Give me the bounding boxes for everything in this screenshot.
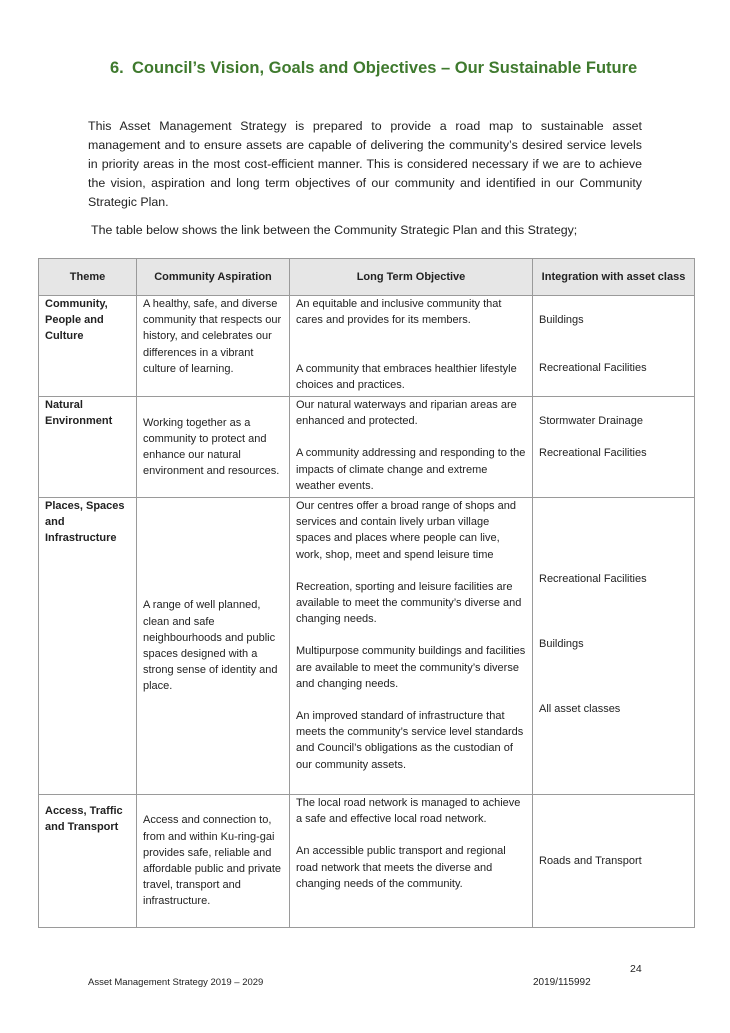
objective-text: Our natural waterways and riparian areas are enhanced and protected. (296, 399, 517, 428)
table-row (39, 795, 695, 928)
footer-reference-number: 2019/115992 (533, 977, 591, 988)
table-header-row (39, 259, 695, 296)
objective-cell (290, 498, 533, 795)
asset-class-cell: Roads and Transport (533, 795, 695, 928)
objective-cell (290, 397, 533, 498)
asset-class-text: Recreational Facilities (539, 573, 647, 585)
theme-cell: Places, Spaces and Infrastructure (39, 498, 137, 795)
header-theme: Theme (39, 259, 137, 296)
strategy-link-table (38, 258, 695, 928)
page-number: 24 (630, 963, 642, 975)
objective-cell (290, 296, 533, 397)
theme-cell: Access, Traffic and Transport (39, 795, 137, 928)
asset-class-text: Buildings (539, 314, 584, 326)
intro-paragraph: This Asset Management Strategy is prepared to provide a road map to sustainable asset management and to ensure assets are capable of delivering the community’s desired service levels in priority areas in the most cost-efficient manner. This is considered necessary if we are to achieve the vision, aspiration and long term objectives of our community and identified in our Community Strategic Plan. (88, 119, 642, 209)
objective-text: An accessible public transport and regional road network that meets the diverse and changing needs of the community. (296, 845, 506, 890)
header-long-term-objective: Long Term Objective (290, 259, 533, 296)
asset-class-text: Buildings (539, 638, 584, 651)
asset-class-text: All asset classes (539, 703, 621, 716)
objective-text: Recreation, sporting and leisure facilities are available to meet the community’s diverse and changing needs. (296, 580, 522, 626)
objective-text: An improved standard of infrastructure that meets the community’s service level standards and Council’s obligations as the custodian of our community assets. (296, 710, 524, 771)
section-title: Council’s Vision, Goals and Objectives – Our Sustainable Future (132, 59, 638, 77)
theme-cell: Natural Environment (39, 397, 137, 498)
objective-text: A community that embraces healthier lifestyle choices and practices. (296, 362, 517, 391)
header-community-aspiration: Community Aspiration (137, 259, 290, 296)
objective-text: The local road network is managed to achieve a safe and effective local road network. (296, 797, 521, 826)
table-row (39, 498, 695, 795)
section-heading (110, 58, 670, 78)
asset-class-cell (533, 498, 695, 795)
objective-text: Multipurpose community buildings and facilities are available to meet the community’s diverse and changing needs. (296, 645, 526, 690)
table-row (39, 296, 695, 397)
header-integration-asset-class: Integration with asset class (533, 259, 695, 296)
aspiration-cell: A healthy, safe, and diverse community that respects our history, and celebrates our differences in a vibrant culture of learning. (137, 296, 290, 397)
aspiration-cell: Access and connection to, from and within Ku-ring-gai provides safe, reliable and affordable public and private travel, transport and infrastructure. (137, 795, 290, 928)
objective-text: A community addressing and responding to the impacts of climate change and extreme weather events. (296, 447, 526, 492)
asset-class-cell (533, 397, 695, 498)
theme-cell: Community, People and Culture (39, 296, 137, 397)
footer-document-title: Asset Management Strategy 2019 – 2029 (88, 977, 264, 988)
objective-text: An equitable and inclusive community that cares and provides for its members. (296, 298, 502, 327)
asset-class-text: Recreational Facilities (539, 362, 647, 375)
table-row (39, 397, 695, 498)
objective-cell (290, 795, 533, 928)
objective-text: Our centres offer a broad range of shops and services and contain lively urban village spaces and places where people can live, work, shop, meet and spend leisure time (296, 500, 516, 561)
asset-class-text: Recreational Facilities (539, 447, 647, 460)
asset-class-cell (533, 296, 695, 397)
section-number: 6. (110, 59, 124, 77)
asset-class-text: Stormwater Drainage (539, 415, 643, 427)
aspiration-cell: Working together as a community to protect and enhance our natural environment and resources. (137, 397, 290, 498)
aspiration-cell: A range of well planned, clean and safe neighbourhoods and public spaces designed with a strong sense of identity and place. (137, 498, 290, 795)
table-lead-sentence: The table below shows the link between the Community Strategic Plan and this Strategy; (91, 223, 578, 237)
